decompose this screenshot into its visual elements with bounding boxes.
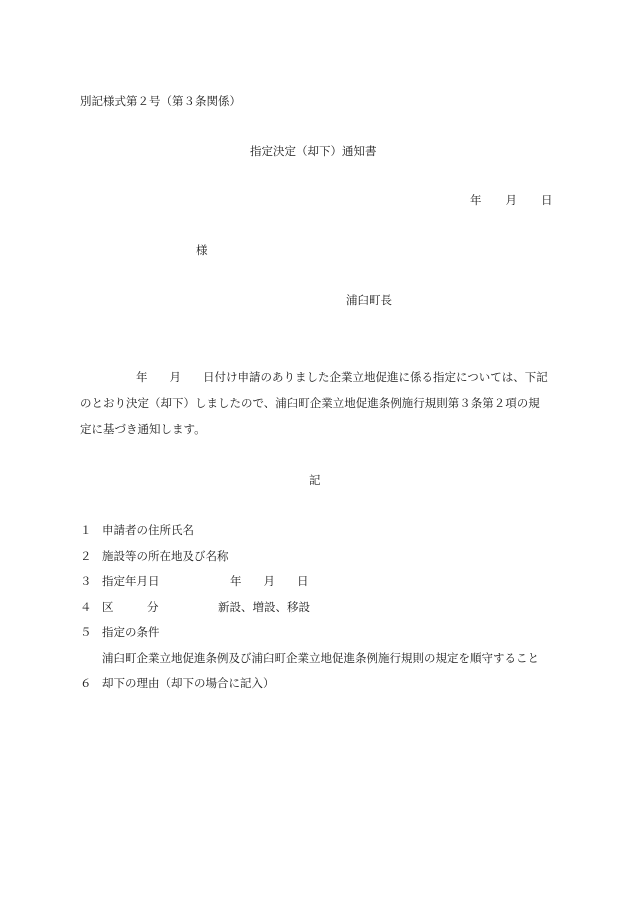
item-number: ５ — [80, 625, 92, 639]
body-text: 日付け申請のありました企業立地促進に係る指定については、下記のとおり決定（却下）しましたので、浦臼町企業立地促進条例施行規則第３条第２項の規定に基づき通知します。 — [80, 370, 548, 436]
body-year: 年 — [136, 370, 148, 384]
ki-heading: 記 — [309, 473, 321, 487]
issue-date — [470, 193, 553, 207]
category-options: 新設、増設、移設 — [218, 599, 310, 614]
addressee-suffix: 様 — [196, 243, 208, 257]
body-month: 月 — [169, 370, 181, 384]
item-number: ３ — [80, 574, 92, 588]
item-label: 指定年月日 — [102, 574, 160, 588]
designation-day: 日 — [297, 574, 309, 588]
item-label: 施設等の所在地及び名称 — [102, 548, 229, 563]
item-label-b: 分 — [147, 599, 159, 614]
date-year: 年 — [470, 193, 482, 207]
designation-year: 年 — [230, 574, 242, 588]
date-day: 日 — [541, 193, 553, 207]
designation-month: 月 — [263, 574, 275, 588]
date-month: 月 — [505, 193, 517, 207]
body-paragraph — [80, 364, 550, 442]
issuer-name: 浦臼町長 — [346, 293, 392, 307]
item-label: 申請者の住所氏名 — [102, 523, 194, 537]
item-number: ２ — [80, 548, 92, 563]
item-number: ６ — [80, 676, 92, 690]
condition-text: 浦臼町企業立地促進条例及び浦臼町企業立地促進条例施行規則の規定を順守すること — [102, 650, 539, 665]
item-label: 却下の理由（却下の場合に記入） — [102, 676, 275, 690]
item-label: 指定の条件 — [102, 625, 160, 639]
designation-date — [230, 574, 309, 588]
form-header: 別記様式第２号（第３条関係） — [80, 94, 241, 108]
document-title: 指定決定（却下）通知書 — [250, 144, 377, 158]
item-number: １ — [80, 523, 92, 537]
item-label-a: 区 — [102, 599, 114, 614]
item-number: ４ — [80, 599, 92, 614]
